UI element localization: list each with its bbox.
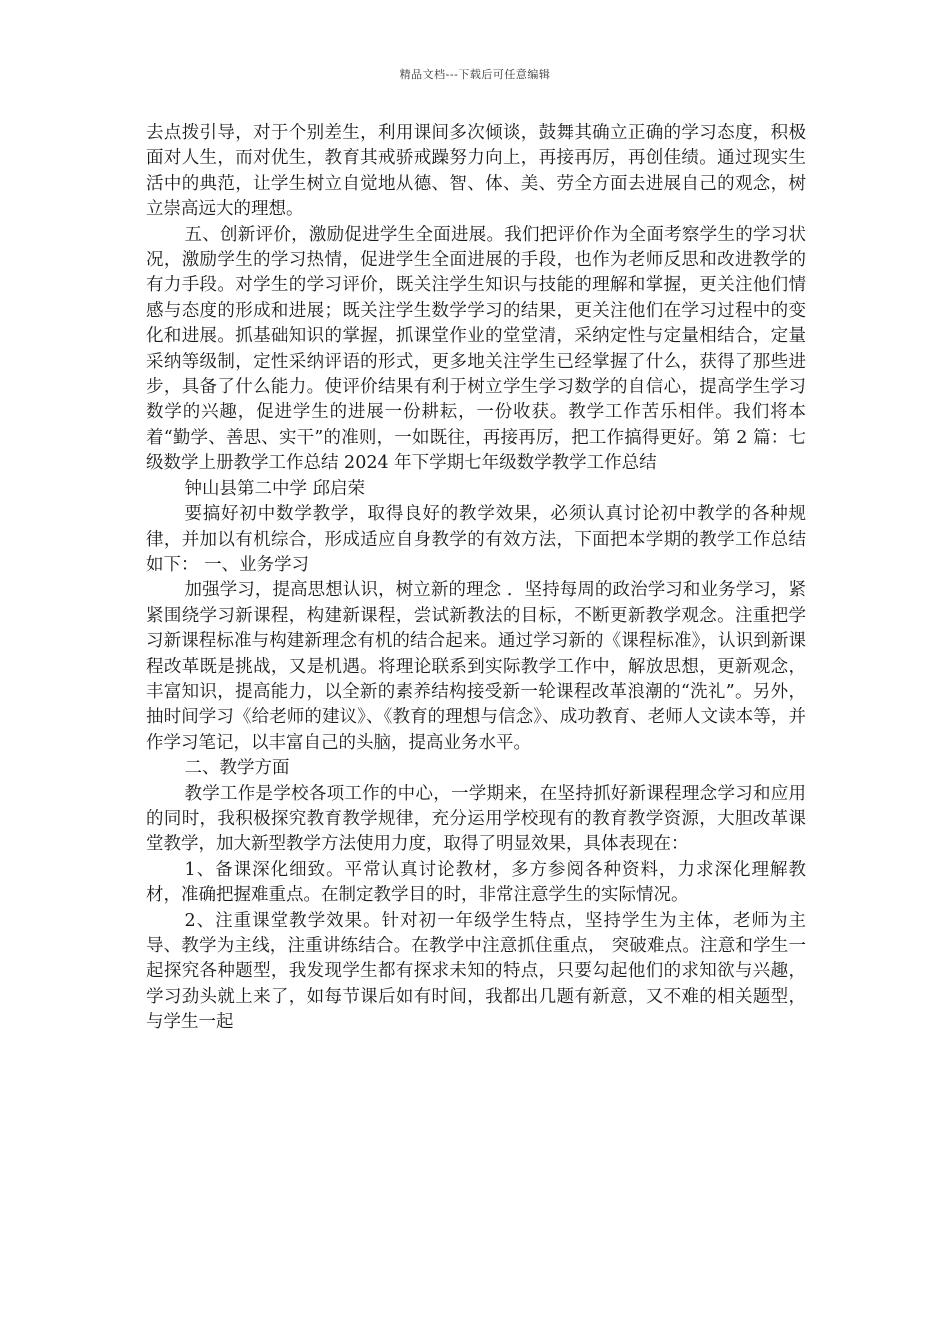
page-header: 精品文档---下载后可任意编辑 <box>399 68 551 81</box>
paragraph: 去点拨引导，对于个别差生，利用课间多次倾谈，鼓舞其确立正确的学习态度，积极面对人生，而对优生，教育其戒骄戒躁努力向上，再接再厉，再创佳绩。通过现实生活中的典范，让学生树立自觉地从德、智、体、美、劳全方面去进展自己的观念，树立崇高远大的理想。 <box>146 123 806 220</box>
paragraph: 1、备课深化细致。平常认真讨论教材，多方参阅各种资料，力求深化理解教材，准确把握难重点。在制定教学目的时，非常注意学生的实际情况。 <box>146 859 806 906</box>
paragraph: 要搞好初中数学教学，取得良好的教学效果，必须认真讨论初中教学的各种规律，并加以有机综合，形成适应自身教学的有效方法，下面把本学期的教学工作总结如下： 一、业务学习 <box>146 504 806 575</box>
paragraph: 2、注重课堂教学效果。针对初一年级学生特点，坚持学生为主体，老师为主导、教学为主线，注重讲练结合。在教学中注意抓住重点， 突破难点。注意和学生一起探究各种题型，我发现学生都有探求未知的特点，只要勾起他们的求知欲与兴趣，学习劲头就上来了，如每节课后如有时间，我都出几题有新意，又不难的相关题型，与学生一起 <box>146 910 806 1033</box>
paragraph: 五、创新评价，激励促进学生全面进展。我们把评价作为全面考察学生的学习状况，激励学生的学习热情，促进学生全面进展的手段，也作为老师反思和改进教学的有力手段。对学生的学习评价，既关注学生知识与技能的理解和掌握，更关注他们情感与态度的形成和进展；既关注学生数学学习的结果，更关注他们在学习过程中的变化和进展。抓基础知识的掌握，抓课堂作业的堂堂清，采纳定性与定量相结合，定量采纳等级制，定性采纳评语的形式，更多地关注学生已经掌握了什么，获得了那些进步，具备了什么能力。使评价结果有利于树立学生学习数学的自信心，提高学生学习数学的兴趣，促进学生的进展一份耕耘，一份收获。教学工作苦乐相伴。我们将本着“勤学、善思、实干”的准则，一如既往，再接再厉，把工作搞得更好。第 2 篇：七级数学上册教学工作总结 2024 年下学期七年级数学教学工作总结 <box>146 224 806 474</box>
author-line: 钟山县第二中学 邱启荣 <box>184 478 366 499</box>
paragraph: 教学工作是学校各项工作的中心，一学期来，在坚持抓好新课程理念学习和应用的同时，我积极探究教育教学规律，充分运用学校现有的教育教学资源，大胆改革课堂教学，加大新型教学方法使用力度，取得了明显效果，具体表现在： <box>146 783 806 855</box>
paragraph: 加强学习，提高思想认识，树立新的理念 ．坚持每周的政治学习和业务学习，紧紧围绕学习新课程，构建新课程，尝试新教法的目标，不断更新教学观念。注重把学习新课程标准与构建新理念有机的结合起来。通过学习新的《课程标准》，认识到新课程改革既是挑战，又是机遇。将理论联系到实际教学工作中，解放思想，更新观念，丰富知识，提高能力，以全新的素养结构接受新一轮课程改革浪潮的“洗礼”。另外，抽时间学习《给老师的建议》、《教育的理想与信念》、成功教育、老师人文读本等，并作学习笔记，以丰富自己的头脑，提高业务水平。 <box>146 580 806 753</box>
document-body <box>146 121 806 1036</box>
section-heading: 二、教学方面 <box>184 758 290 779</box>
